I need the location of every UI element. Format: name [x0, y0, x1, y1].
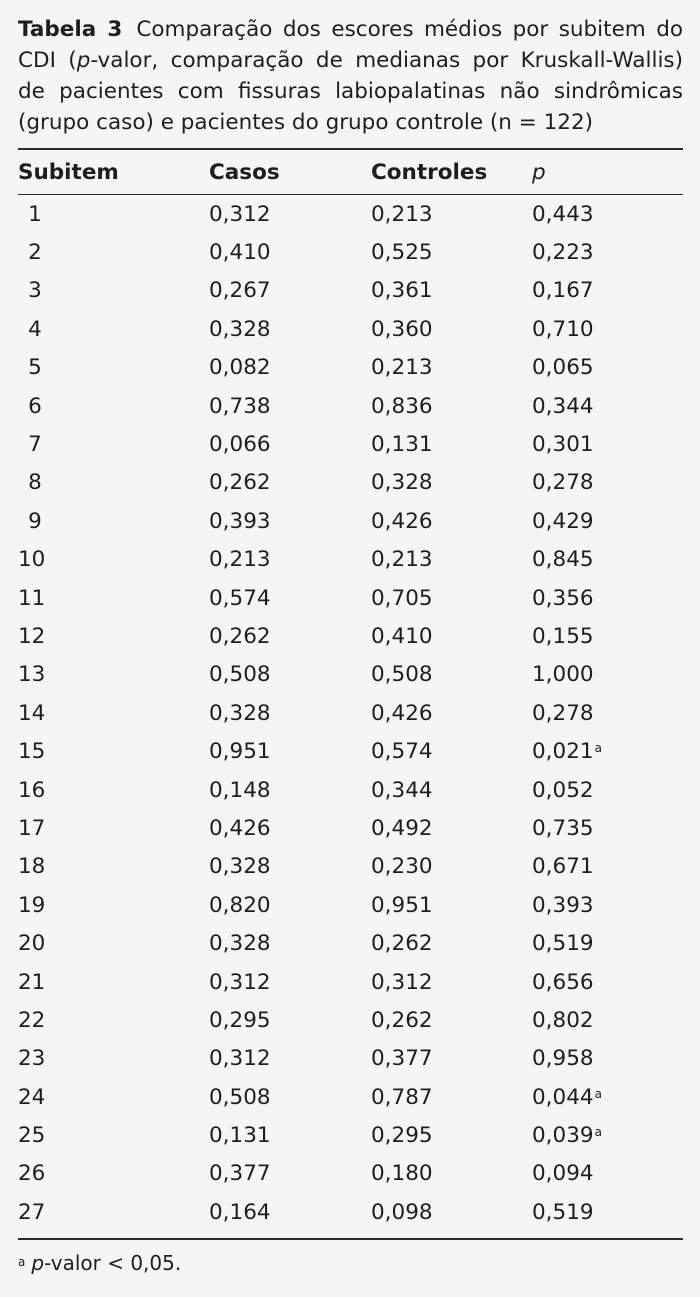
cell-subitem [18, 963, 209, 1001]
cell-p [532, 541, 683, 579]
cell-casos: 0,066 [209, 432, 271, 458]
cell-p [532, 310, 683, 348]
cell-controles: 0,951 [371, 892, 433, 918]
cell-p [532, 1193, 683, 1231]
table-row [18, 1193, 683, 1231]
cell-controles: 0,344 [371, 777, 433, 803]
cell-p [532, 617, 683, 655]
p-value: 0,278 [532, 700, 594, 726]
cell-subitem [18, 272, 209, 310]
p-value: 0,671 [532, 854, 594, 880]
cell-casos: 0,328 [209, 316, 271, 342]
table-row [18, 1155, 683, 1193]
cell-p [532, 579, 683, 617]
cell-subitem [18, 1040, 209, 1078]
cell-controles: 0,131 [371, 432, 433, 458]
cell-controles: 0,262 [371, 931, 433, 957]
cell-p [532, 1001, 683, 1039]
cell-subitem [18, 195, 209, 233]
cell-p [532, 771, 683, 809]
cell-p [532, 272, 683, 310]
table-body [18, 195, 683, 1232]
p-value: 0,223 [532, 240, 594, 266]
cell-casos: 0,312 [209, 969, 271, 995]
subitem-number: 17 [18, 815, 46, 841]
cell-subitem [18, 809, 209, 847]
p-value: 0,958 [532, 1046, 594, 1072]
subitem-number: 4 [28, 316, 42, 342]
data-table-body [18, 195, 683, 1232]
cell-subitem [18, 425, 209, 463]
table-row [18, 694, 683, 732]
table-row [18, 1078, 683, 1116]
caption-text-post: -valor, comparação de medianas por Kruskall-Wallis) de pacientes com fissuras labiopalatinas não sindrômicas (grupo caso) e pacientes do grupo controle (n = 122) [18, 48, 684, 135]
table-row [18, 771, 683, 809]
table-caption [18, 14, 683, 138]
p-value: 0,802 [532, 1007, 594, 1033]
subitem-number: 10 [18, 547, 46, 573]
subitem-number: 3 [28, 278, 42, 304]
cell-subitem [18, 310, 209, 348]
subitem-number: 26 [18, 1161, 46, 1187]
cell-p [532, 1040, 683, 1078]
cell-subitem [18, 579, 209, 617]
cell-casos: 0,951 [209, 739, 271, 765]
caption-text-pre: Comparação dos escores médios por subitem do CDI ( [18, 17, 683, 73]
significance-mark: a [594, 1125, 602, 1140]
cell-p [532, 963, 683, 1001]
p-value: 0,094 [532, 1161, 594, 1187]
subitem-number: 7 [28, 432, 42, 458]
table-row [18, 809, 683, 847]
cell-subitem [18, 771, 209, 809]
header-p: p [532, 159, 546, 185]
cell-casos: 0,328 [209, 931, 271, 957]
cell-p [532, 694, 683, 732]
table-footnote [18, 1248, 683, 1278]
cell-controles: 0,508 [371, 662, 433, 688]
table-row [18, 387, 683, 425]
cell-controles: 0,574 [371, 739, 433, 765]
cell-subitem [18, 886, 209, 924]
cell-subitem [18, 848, 209, 886]
table-row [18, 579, 683, 617]
header-controles: Controles [371, 159, 488, 185]
cell-p [532, 1155, 683, 1193]
cell-subitem [18, 541, 209, 579]
footnote-italic: p [31, 1250, 45, 1275]
significance-mark: a [594, 1086, 602, 1101]
cell-subitem [18, 502, 209, 540]
cell-subitem [18, 732, 209, 770]
cell-controles: 0,705 [371, 585, 433, 611]
subitem-number: 22 [18, 1007, 46, 1033]
p-value: 0,656 [532, 969, 594, 995]
subitem-number: 6 [28, 393, 42, 419]
cell-p [532, 656, 683, 694]
cell-controles: 0,312 [371, 969, 433, 995]
cell-subitem [18, 1116, 209, 1154]
subitem-number: 18 [18, 854, 46, 880]
p-value: 0,155 [532, 623, 594, 649]
subitem-number: 5 [28, 355, 42, 381]
cell-p [532, 425, 683, 463]
caption-text-italic: p [76, 48, 91, 73]
p-value: 0,735 [532, 815, 594, 841]
table-row [18, 886, 683, 924]
table-row [18, 502, 683, 540]
cell-controles: 0,787 [371, 1084, 433, 1110]
p-value: 0,429 [532, 508, 594, 534]
cell-controles: 0,410 [371, 623, 433, 649]
cell-casos: 0,148 [209, 777, 271, 803]
subitem-number: 1 [28, 201, 42, 227]
cell-casos: 0,262 [209, 470, 271, 496]
bottom-rule [18, 1238, 683, 1240]
p-value: 0,443 [532, 201, 594, 227]
table-head [18, 150, 683, 194]
cell-p [532, 886, 683, 924]
cell-casos: 0,262 [209, 623, 271, 649]
table-row [18, 656, 683, 694]
header-row [18, 150, 683, 194]
p-value: 0,519 [532, 1199, 594, 1225]
subitem-number: 14 [18, 700, 46, 726]
table-row [18, 1116, 683, 1154]
table-row [18, 924, 683, 962]
cell-casos: 0,508 [209, 662, 271, 688]
table-row [18, 464, 683, 502]
cell-controles: 0,328 [371, 470, 433, 496]
cell-controles: 0,377 [371, 1046, 433, 1072]
cell-p [532, 387, 683, 425]
subitem-number: 20 [18, 931, 46, 957]
cell-p [532, 924, 683, 962]
cell-subitem [18, 656, 209, 694]
cell-controles: 0,262 [371, 1007, 433, 1033]
header-subitem: Subitem [18, 159, 119, 185]
cell-casos: 0,312 [209, 1046, 271, 1072]
table-row [18, 732, 683, 770]
cell-casos: 0,508 [209, 1084, 271, 1110]
p-value: 0,039 [532, 1123, 594, 1149]
subitem-number: 25 [18, 1123, 46, 1149]
cell-subitem [18, 1001, 209, 1039]
cell-subitem [18, 387, 209, 425]
cell-casos: 0,393 [209, 508, 271, 534]
cell-casos: 0,312 [209, 201, 271, 227]
table-row [18, 1040, 683, 1078]
cell-p [532, 1116, 683, 1154]
cell-p [532, 732, 683, 770]
p-value: 0,052 [532, 777, 594, 803]
cell-p [532, 195, 683, 233]
cell-subitem [18, 349, 209, 387]
cell-subitem [18, 1078, 209, 1116]
table-row [18, 1001, 683, 1039]
p-value: 0,065 [532, 355, 594, 381]
cell-controles: 0,213 [371, 547, 433, 573]
subitem-number: 21 [18, 969, 46, 995]
table-row [18, 963, 683, 1001]
subitem-number: 8 [28, 470, 42, 496]
p-value: 0,301 [532, 432, 594, 458]
cell-subitem [18, 924, 209, 962]
subitem-number: 11 [18, 585, 46, 611]
p-value: 0,393 [532, 892, 594, 918]
p-value: 0,021 [532, 739, 594, 765]
subitem-number: 2 [28, 240, 42, 266]
significance-mark: a [594, 741, 602, 756]
cell-casos: 0,820 [209, 892, 271, 918]
cell-controles: 0,836 [371, 393, 433, 419]
cell-p [532, 848, 683, 886]
cell-subitem [18, 694, 209, 732]
table-row [18, 272, 683, 310]
table-row [18, 848, 683, 886]
cell-casos: 0,377 [209, 1161, 271, 1187]
cell-controles: 0,295 [371, 1123, 433, 1149]
cell-controles: 0,213 [371, 355, 433, 381]
subitem-number: 27 [18, 1199, 46, 1225]
p-value: 0,356 [532, 585, 594, 611]
cell-controles: 0,213 [371, 201, 433, 227]
cell-casos: 0,164 [209, 1199, 271, 1225]
footnote-mark: a [18, 1254, 26, 1269]
p-value: 0,167 [532, 278, 594, 304]
cell-p [532, 233, 683, 271]
cell-subitem [18, 233, 209, 271]
cell-casos: 0,426 [209, 815, 271, 841]
cell-casos: 0,213 [209, 547, 271, 573]
table-row [18, 617, 683, 655]
cell-controles: 0,180 [371, 1161, 433, 1187]
subitem-number: 23 [18, 1046, 46, 1072]
subitem-number: 19 [18, 892, 46, 918]
cell-controles: 0,360 [371, 316, 433, 342]
cell-subitem [18, 464, 209, 502]
cell-controles: 0,426 [371, 700, 433, 726]
data-table [18, 150, 683, 194]
cell-casos: 0,267 [209, 278, 271, 304]
cell-p [532, 1078, 683, 1116]
cell-controles: 0,525 [371, 240, 433, 266]
cell-casos: 0,295 [209, 1007, 271, 1033]
cell-casos: 0,410 [209, 240, 271, 266]
cell-p [532, 349, 683, 387]
cell-controles: 0,230 [371, 854, 433, 880]
table-row [18, 195, 683, 233]
cell-subitem [18, 1193, 209, 1231]
cell-casos: 0,738 [209, 393, 271, 419]
cell-casos: 0,082 [209, 355, 271, 381]
table-row [18, 425, 683, 463]
table-label: Tabela 3 [18, 17, 123, 42]
table-row [18, 233, 683, 271]
p-value: 1,000 [532, 662, 594, 688]
p-value: 0,278 [532, 470, 594, 496]
p-value: 0,845 [532, 547, 594, 573]
table-row [18, 310, 683, 348]
footnote-text: -valor < 0,05. [44, 1250, 182, 1275]
cell-controles: 0,361 [371, 278, 433, 304]
subitem-number: 16 [18, 777, 46, 803]
cell-casos: 0,328 [209, 854, 271, 880]
cell-p [532, 502, 683, 540]
table-row [18, 349, 683, 387]
cell-casos: 0,328 [209, 700, 271, 726]
p-value: 0,519 [532, 931, 594, 957]
p-value: 0,044 [532, 1084, 594, 1110]
table-container [18, 14, 683, 1278]
cell-p [532, 464, 683, 502]
cell-casos: 0,574 [209, 585, 271, 611]
cell-controles: 0,426 [371, 508, 433, 534]
subitem-number: 13 [18, 662, 46, 688]
subitem-number: 9 [28, 508, 42, 534]
cell-subitem [18, 1155, 209, 1193]
p-value: 0,710 [532, 316, 594, 342]
subitem-number: 24 [18, 1084, 46, 1110]
cell-subitem [18, 617, 209, 655]
cell-p [532, 809, 683, 847]
cell-controles: 0,098 [371, 1199, 433, 1225]
subitem-number: 15 [18, 739, 46, 765]
cell-controles: 0,492 [371, 815, 433, 841]
table-row [18, 541, 683, 579]
cell-casos: 0,131 [209, 1123, 271, 1149]
header-casos: Casos [209, 159, 280, 185]
subitem-number: 12 [18, 623, 46, 649]
p-value: 0,344 [532, 393, 594, 419]
